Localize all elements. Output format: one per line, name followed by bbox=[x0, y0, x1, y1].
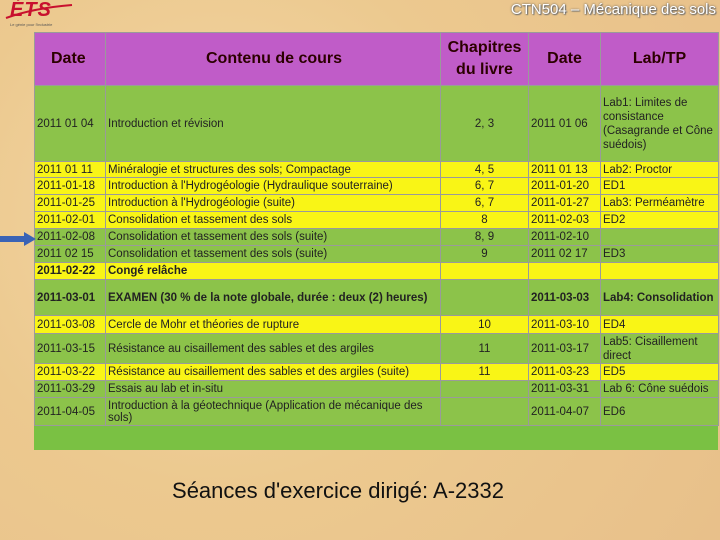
cell-chapters: 10 bbox=[441, 316, 529, 334]
footer-text: Séances d'exercice dirigé: A-2332 bbox=[172, 478, 504, 503]
cell-date2: 2011-03-31 bbox=[529, 381, 601, 398]
table-row bbox=[35, 263, 719, 280]
cell-chapters bbox=[441, 381, 529, 398]
cell-chapters: 8, 9 bbox=[441, 229, 529, 246]
table-row bbox=[35, 178, 719, 195]
cell-content: Consolidation et tassement des sols bbox=[106, 212, 441, 229]
logo-text: ÉTS bbox=[10, 0, 52, 21]
cell-date: 2011-01-18 bbox=[35, 178, 106, 195]
cell-date2: 2011-03-10 bbox=[529, 316, 601, 334]
cell-date2: 2011-02-03 bbox=[529, 212, 601, 229]
header-date: Date bbox=[35, 33, 106, 86]
cell-date: 2011-03-08 bbox=[35, 316, 106, 334]
cell-date: 2011 02 15 bbox=[35, 246, 106, 263]
cell-lab: Lab 6: Cône suédois bbox=[601, 381, 719, 398]
schedule-table-container bbox=[34, 32, 718, 450]
table-row bbox=[35, 280, 719, 316]
table-row bbox=[35, 162, 719, 178]
table-row bbox=[35, 334, 719, 364]
table-row bbox=[35, 86, 719, 162]
table-row bbox=[35, 381, 719, 398]
table-row bbox=[35, 195, 719, 212]
cell-content: Résistance au cisaillement des sables et des argiles bbox=[106, 334, 441, 364]
header-chapters: Chapitres du livre bbox=[441, 33, 529, 86]
cell-lab: Lab5: Cisaillement direct bbox=[601, 334, 719, 364]
cell-content: Introduction à la géotechnique (Application de mécanique des sols) bbox=[106, 398, 441, 426]
table-row bbox=[35, 212, 719, 229]
cell-lab: Lab1: Limites de consistance (Casagrande et Cône suédois) bbox=[601, 86, 719, 162]
cell-chapters: 4, 5 bbox=[441, 162, 529, 178]
cell-lab: ED4 bbox=[601, 316, 719, 334]
course-title: CTN504 – Mécanique des sols bbox=[510, 1, 716, 18]
table-header-row bbox=[35, 33, 719, 86]
cell-date2: 2011 02 17 bbox=[529, 246, 601, 263]
header-lab: Lab/TP bbox=[601, 33, 719, 86]
cell-content: Congé relâche bbox=[106, 263, 441, 280]
cell-date: 2011-04-05 bbox=[35, 398, 106, 426]
arrow-right-icon bbox=[0, 232, 36, 246]
cell-date: 2011-02-01 bbox=[35, 212, 106, 229]
cell-content: Introduction à l'Hydrogéologie (suite) bbox=[106, 195, 441, 212]
cell-content: Minéralogie et structures des sols; Compactage bbox=[106, 162, 441, 178]
cell-lab: Lab4: Consolidation bbox=[601, 280, 719, 316]
cell-date: 2011-02-22 bbox=[35, 263, 106, 280]
cell-chapters bbox=[441, 280, 529, 316]
cell-date2: 2011-01-27 bbox=[529, 195, 601, 212]
cell-lab: ED2 bbox=[601, 212, 719, 229]
cell-content: Introduction et révision bbox=[106, 86, 441, 162]
cell-date2 bbox=[529, 263, 601, 280]
table-row bbox=[35, 316, 719, 334]
cell-date2: 2011-03-23 bbox=[529, 364, 601, 381]
cell-chapters: 11 bbox=[441, 334, 529, 364]
cell-content: EXAMEN (30 % de la note globale, durée : deux (2) heures) bbox=[106, 280, 441, 316]
cell-date: 2011-03-01 bbox=[35, 280, 106, 316]
cell-lab: ED6 bbox=[601, 398, 719, 426]
cell-content: Consolidation et tassement des sols (suite) bbox=[106, 229, 441, 246]
cell-content: Introduction à l'Hydrogéologie (Hydraulique souterraine) bbox=[106, 178, 441, 195]
cell-lab: ED5 bbox=[601, 364, 719, 381]
header-date2: Date bbox=[529, 33, 601, 86]
cell-date: 2011-03-15 bbox=[35, 334, 106, 364]
cell-content: Consolidation et tassement des sols (suite) bbox=[106, 246, 441, 263]
cell-date: 2011-02-08 bbox=[35, 229, 106, 246]
cell-lab bbox=[601, 229, 719, 246]
cell-chapters bbox=[441, 398, 529, 426]
cell-date: 2011-03-29 bbox=[35, 381, 106, 398]
cell-content: Résistance au cisaillement des sables et des argiles (suite) bbox=[106, 364, 441, 381]
cell-lab: ED3 bbox=[601, 246, 719, 263]
table-body bbox=[35, 86, 719, 426]
cell-date: 2011 01 04 bbox=[35, 86, 106, 162]
cell-lab: Lab2: Proctor bbox=[601, 162, 719, 178]
cell-chapters: 9 bbox=[441, 246, 529, 263]
cell-date2: 2011-03-17 bbox=[529, 334, 601, 364]
cell-date2: 2011-04-07 bbox=[529, 398, 601, 426]
cell-chapters: 2, 3 bbox=[441, 86, 529, 162]
cell-date2: 2011-02-10 bbox=[529, 229, 601, 246]
cell-date2: 2011-03-03 bbox=[529, 280, 601, 316]
cell-chapters bbox=[441, 263, 529, 280]
cell-chapters: 8 bbox=[441, 212, 529, 229]
cell-date2: 2011 01 13 bbox=[529, 162, 601, 178]
cell-lab bbox=[601, 263, 719, 280]
cell-lab: ED1 bbox=[601, 178, 719, 195]
cell-content: Essais au lab et in-situ bbox=[106, 381, 441, 398]
cell-chapters: 11 bbox=[441, 364, 529, 381]
schedule-table bbox=[34, 32, 719, 426]
ets-logo bbox=[4, 0, 74, 27]
cell-chapters: 6, 7 bbox=[441, 195, 529, 212]
table-row bbox=[35, 229, 719, 246]
table-row bbox=[35, 364, 719, 381]
header-content: Contenu de cours bbox=[106, 33, 441, 86]
cell-lab: Lab3: Perméamètre bbox=[601, 195, 719, 212]
cell-date: 2011-01-25 bbox=[35, 195, 106, 212]
cell-chapters: 6, 7 bbox=[441, 178, 529, 195]
cell-date2: 2011-01-20 bbox=[529, 178, 601, 195]
cell-content: Cercle de Mohr et théories de rupture bbox=[106, 316, 441, 334]
table-row bbox=[35, 246, 719, 263]
cell-date: 2011-03-22 bbox=[35, 364, 106, 381]
cell-date2: 2011 01 06 bbox=[529, 86, 601, 162]
cell-date: 2011 01 11 bbox=[35, 162, 106, 178]
logo-subtitle: Le génie pour l'industrie bbox=[10, 22, 53, 27]
table-row bbox=[35, 398, 719, 426]
